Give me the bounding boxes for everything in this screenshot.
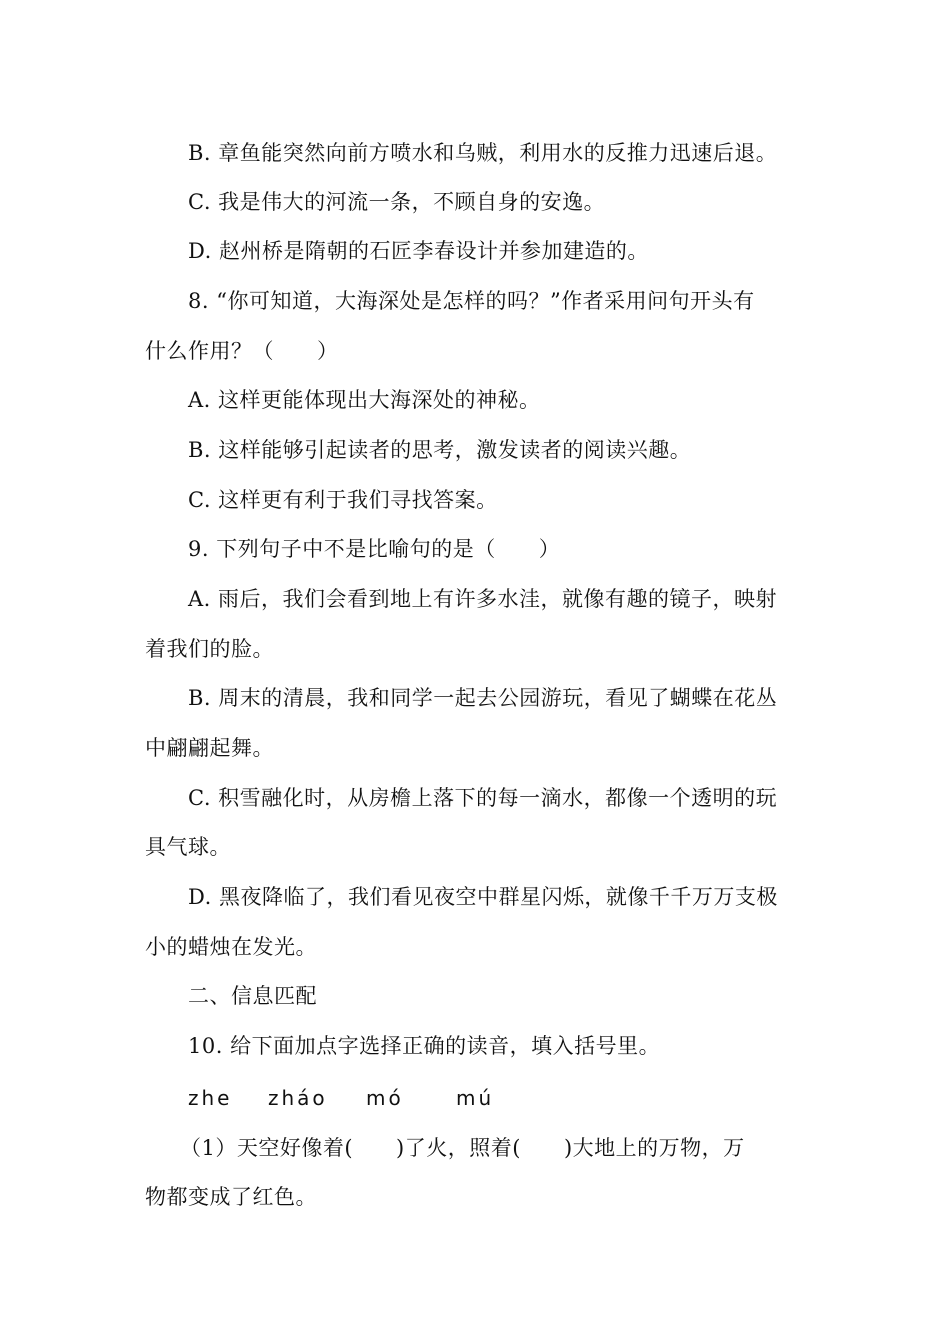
option-a-q9-cont: 着我们的脸。 — [145, 637, 274, 661]
option-a-q8: A. 这样更能体现出大海深处的神秘。 — [188, 388, 541, 412]
option-b-q9-cont: 中翩翩起舞。 — [145, 736, 274, 760]
option-d-q9-cont: 小的蜡烛在发光。 — [145, 935, 317, 959]
section-heading: 二、信息匹配 — [188, 984, 317, 1008]
question-8: 8. “你可知道，大海深处是怎样的吗？”作者采用问句开头有 — [188, 289, 755, 313]
option-d-q7: D. 赵州桥是隋朝的石匠李春设计并参加建造的。 — [188, 239, 649, 263]
sub-question-1: （1）天空好像着( )了火，照着( )大地上的万物，万 — [180, 1136, 745, 1160]
option-b-q8: B. 这样能够引起读者的思考，激发读者的阅读兴趣。 — [188, 438, 692, 462]
option-c-q9-cont: 具气球。 — [145, 835, 231, 859]
sub-question-1-cont: 物都变成了红色。 — [145, 1185, 317, 1209]
option-d-q9: D. 黑夜降临了，我们看见夜空中群星闪烁，就像千千万万支极 — [188, 885, 778, 909]
pinyin-option-4: mú — [456, 1086, 495, 1110]
option-b-q9: B. 周末的清晨，我和同学一起去公园游玩，看见了蝴蝶在花丛 — [188, 686, 778, 710]
pinyin-option-3: mó — [366, 1086, 404, 1110]
option-c-q7: C. 我是伟大的河流一条，不顾自身的安逸。 — [188, 190, 606, 214]
pinyin-option-1: zhe — [188, 1086, 233, 1110]
option-a-q9: A. 雨后，我们会看到地上有许多水洼，就像有趣的镜子，映射 — [188, 587, 778, 611]
question-9: 9. 下列句子中不是比喻句的是（ ） — [188, 537, 561, 561]
option-c-q9: C. 积雪融化时，从房檐上落下的每一滴水，都像一个透明的玩 — [188, 786, 778, 810]
question-8-cont: 什么作用？（ ） — [145, 339, 339, 363]
question-10: 10. 给下面加点字选择正确的读音，填入括号里。 — [188, 1034, 661, 1058]
option-c-q8: C. 这样更有利于我们寻找答案。 — [188, 488, 498, 512]
pinyin-option-2: zháo — [268, 1086, 328, 1110]
option-b-q7: B. 章鱼能突然向前方喷水和乌贼，利用水的反推力迅速后退。 — [188, 141, 778, 165]
